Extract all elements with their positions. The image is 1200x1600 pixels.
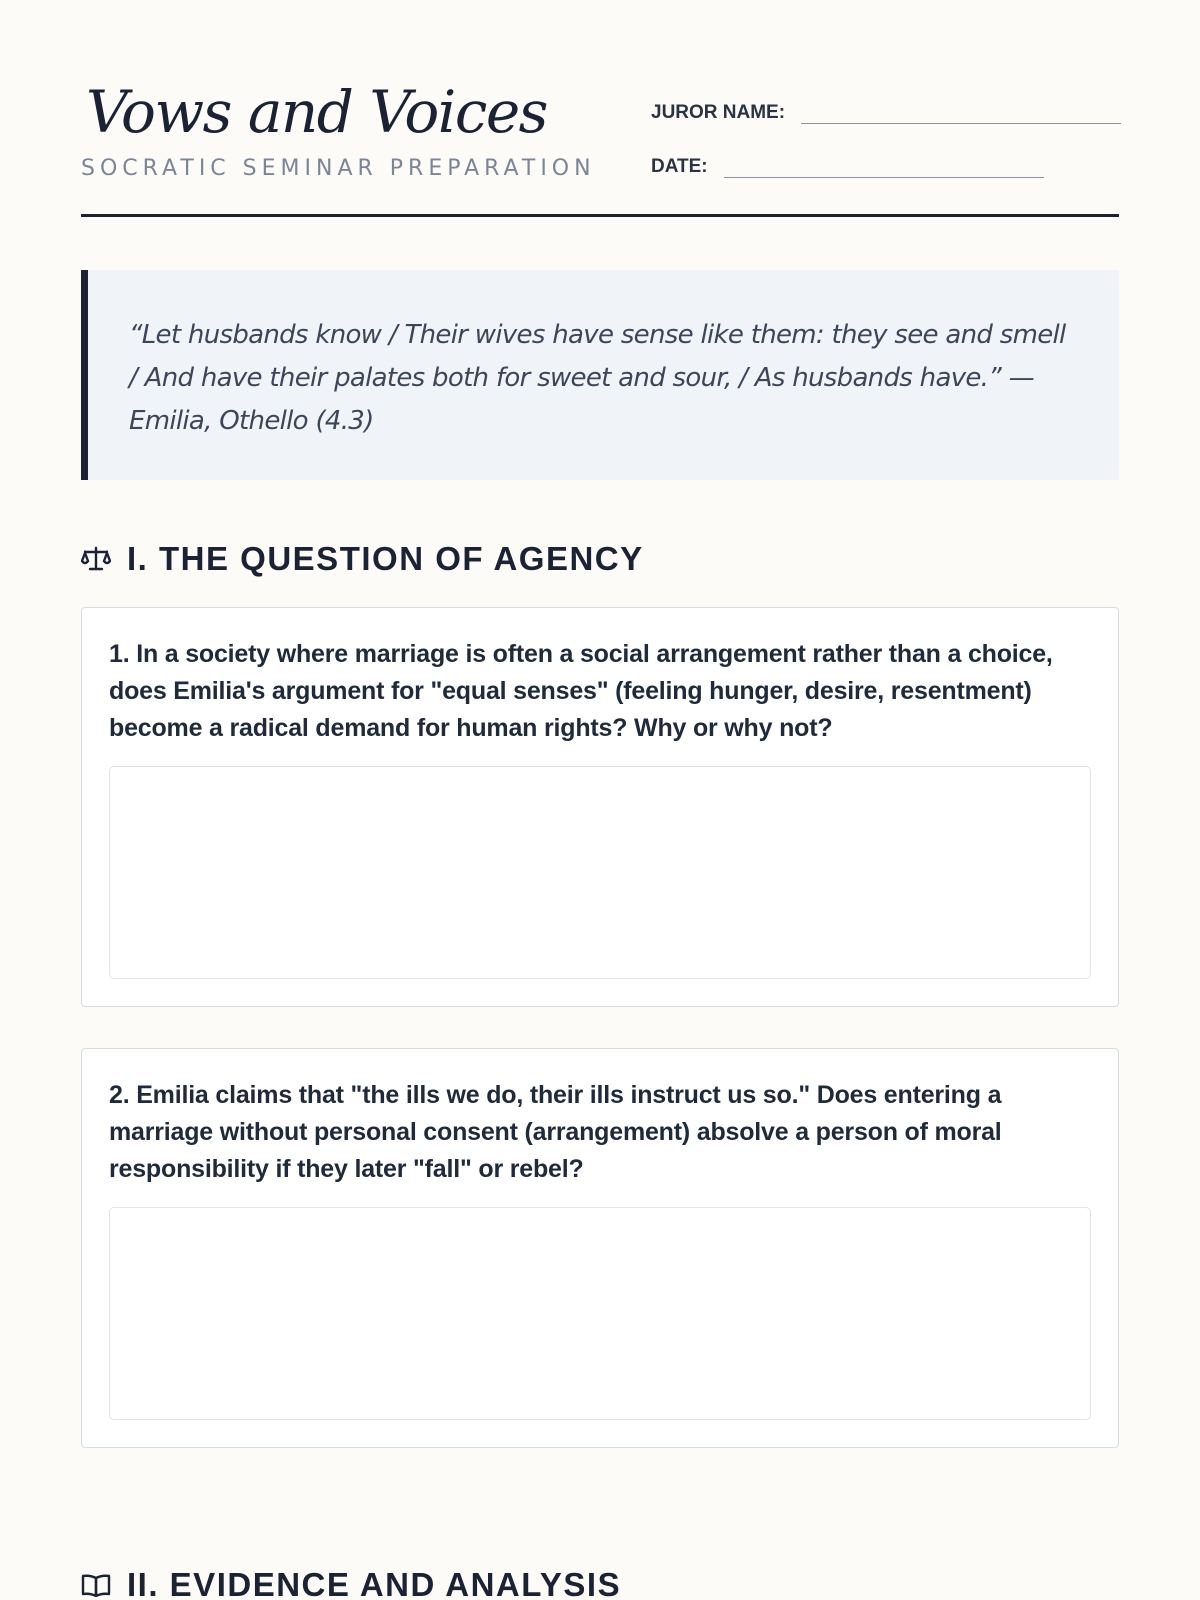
date-field — [651, 154, 1044, 178]
question-text-2: 2. Emilia claims that "the ills we do, their ills instruct us so." Does entering a marriage without personal consent (arrangement) absolve a person of moral responsibility if they later "fall" or rebel? — [109, 1081, 1002, 1183]
section-title: I. THE QUESTION OF AGENCY — [127, 540, 644, 577]
page-title: Vows and Voices — [86, 78, 547, 146]
question-card-1 — [81, 607, 1119, 1007]
juror-name-input-line[interactable] — [801, 100, 1121, 124]
open-book-icon — [81, 1570, 115, 1600]
worksheet-header — [81, 0, 1119, 217]
section-heading-agency — [81, 538, 1119, 580]
answer-box-2[interactable] — [109, 1207, 1091, 1420]
question-text-1: 1. In a society where marriage is often a social arrangement rather than a choice, does Emilia's argument for "equal senses" (feeling hunger, desire, resentment) become a radical demand for human rights? Why or why not? — [109, 640, 1053, 742]
answer-box-1[interactable] — [109, 766, 1091, 979]
section-title: II. EVIDENCE AND ANALYSIS — [127, 1566, 622, 1600]
question-card-2 — [81, 1048, 1119, 1448]
juror-name-field — [651, 100, 1121, 124]
quote-text: “Let husbands know / Their wives have sense like them: they see and smell / And have their palates both for sweet and sour, / As husbands have.” — Emilia, Othello (4.3) — [129, 320, 1066, 436]
scales-icon — [81, 544, 115, 574]
page-subtitle: SOCRATIC SEMINAR PREPARATION — [81, 156, 596, 181]
date-label: DATE: — [651, 156, 708, 177]
juror-name-label: JUROR NAME: — [651, 102, 786, 123]
section-heading-evidence — [81, 1564, 1119, 1600]
epigraph-quote — [81, 270, 1119, 480]
date-input-line[interactable] — [724, 154, 1044, 178]
